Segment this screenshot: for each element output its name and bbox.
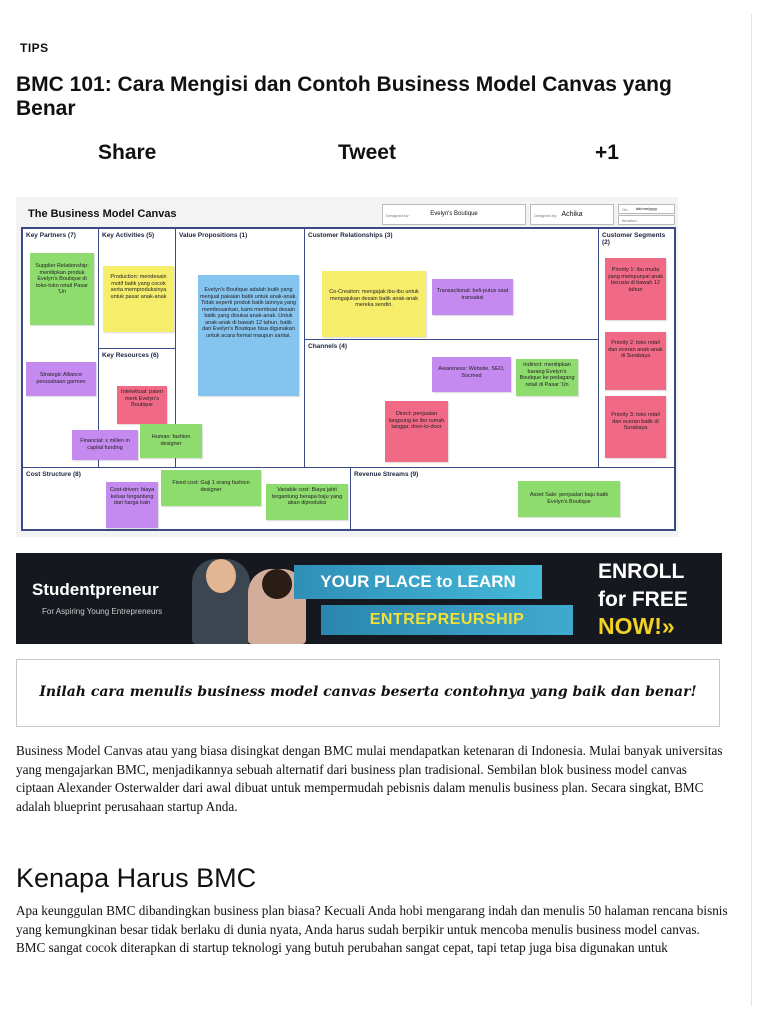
bmc-title: The Business Model Canvas (28, 208, 177, 220)
intro-paragraph: Business Model Canvas atau yang biasa disingkat dengan BMC mulai mendapatkan ketenaran di Indonesia. Mulai banyak universitas yang mengajarkan BMC, menjadikannya sebuah alternatif dari business plan tradisional. Sembilan blok business model canvas ciptaan Alexander Osterwalder dari awal dibuat untuk mempermudah pebisnis dalam menulis business plan. Secara singkat, BMC adalah blueprint perusahaan startup Anda. (16, 743, 723, 814)
designed-by-field: Designed by: Achika (530, 204, 614, 225)
note-value-proposition: Evelyn's Boutique adalah butik yang menjual pakaian batik untuk anak-anak. Tidak seperti produk batik lainnya yang membosankan, kami membuat desain batik yang disukai anak-anak. Untuk anak-anak di bawah 12 tahun, batik dari Evelyn's Boutique bisa digunakan untuk acara formal maupun santai. (198, 275, 299, 396)
note-fixed-cost: Fixed cost: Gaji 1 orang fashion designer (161, 470, 261, 506)
plus-one-button[interactable]: +1 (595, 141, 619, 164)
tweet-button[interactable]: Tweet (338, 141, 396, 164)
banner-now-cta[interactable]: NOW!» (598, 613, 675, 639)
note-human: Human: fashion designer (140, 424, 202, 458)
key-resources-block: Key Resources (6) (98, 348, 176, 468)
article-title: BMC 101: Cara Mengisi dan Contoh Business Model Canvas yang Benar (16, 73, 672, 120)
note-intellectual: Intelektual: paten merk Evelyn's Boutique (117, 386, 167, 424)
note-awareness: Awareness: Website, SEO, Socmed (432, 357, 511, 392)
revenue-streams-block: Revenue Streams (9) (350, 467, 675, 530)
note-priority-3: Priority 3: toko retail dan eceran batik di Surabaya (605, 396, 666, 458)
note-direct: Direct: penjualan langsung ke ibu rumah tangga; door-to-door (385, 401, 448, 462)
pull-quote: Inilah cara menulis business model canvas beserta contohnya yang baik dan benar! (16, 659, 720, 727)
banner-tagline: For Aspiring Young Entrepreneurs (42, 607, 163, 616)
banner-brand: Studentpreneur (32, 580, 159, 599)
note-indirect: Indirect: menitipkan barang Evelyn's Boutique ke pedagang retail di Pasar 'Un (516, 359, 578, 396)
note-variable-cost: Variable cost: Biaya jahit tergantung berapa baju yang akan diproduksi (266, 484, 348, 520)
note-asset-sale: Asset Sale: penjualan baju batik Evelyn's Boutique (518, 481, 620, 517)
customer-segments-block: Customer Segments (2) (598, 228, 675, 468)
key-activities-block: Key Activities (5) (98, 228, 176, 349)
on-date-field: On: dd/mm/yyyy (618, 204, 675, 214)
section-paragraph: Apa keunggulan BMC dibandingkan business plan biasa? Kecuali Anda hobi mengarang indah dan menulis 50 halaman rencana bisnis yang kemungkinan besar tidak berlaku di dunia nyata, Anda harus sudah berpikir untuk mencoba menulis business model canvas. BMC sangat cocok diterapkan di startup teknologi yang butuh perubahan sangat cepat, tapi tetap juga bisa digunakan untuk (16, 903, 728, 955)
value-propositions-block: Value Propositions (1) (175, 228, 305, 468)
bmc-figure (16, 197, 678, 537)
banner-entrepreneurship: ENTREPREURSHIP (321, 605, 573, 635)
key-partners-block: Key Partners (7) (22, 228, 99, 468)
note-production: Production: mendesain motif batik yang cocok serta memproduksinya untuk pasar anak-anak (103, 266, 174, 332)
channels-block: Channels (4) (304, 339, 599, 468)
share-button[interactable]: Share (98, 141, 157, 164)
category-tag[interactable]: TIPS (20, 41, 49, 55)
designed-for-value: Evelyn's Boutique (430, 211, 478, 217)
note-supplier: Supplier Relationship: menitipkan produk Evelyn's Boutique di toko-toko retail Pasar 'Un (30, 253, 94, 325)
studentpreneur-banner[interactable] (16, 553, 722, 644)
designed-by-value: Achika (561, 211, 583, 218)
note-priority-1: Priority 1: ibu muda yang mempunyai anak berusia di bawah 12 tahun (605, 258, 666, 320)
note-priority-2: Priority 2: toko retail dan eceran anak-anak di Surabaya (605, 332, 666, 390)
note-cost-driven: Cost-driven: biaya keluar tergantung dari harga kain (106, 482, 158, 528)
banner-enroll: ENROLL for FREE (598, 560, 688, 611)
iteration-field: Iteration: (618, 215, 675, 225)
note-co-creation: Co-Creation: mengajak ibu-ibu untuk mengajukan desain batik anak-anak mereka sendiri. (322, 271, 426, 337)
note-transactional: Transactional: beli-putus saat transaksi (432, 279, 513, 315)
page-divider (751, 14, 752, 1006)
section-heading: Kenapa Harus BMC (16, 863, 257, 893)
cost-structure-block: Cost Structure (8) (22, 467, 351, 530)
banner-place-to-learn: YOUR PLACE to LEARN (294, 565, 542, 599)
note-strategic-alliance: Strategic Alliance perusahaan garmen (26, 362, 96, 396)
customer-relationships-block: Customer Relationships (3) (304, 228, 599, 340)
bmc-grid (21, 227, 676, 531)
designed-for-field: Designed for: Evelyn's Boutique (382, 204, 526, 225)
note-financial: Financial: x millen in capital funding (72, 430, 138, 460)
